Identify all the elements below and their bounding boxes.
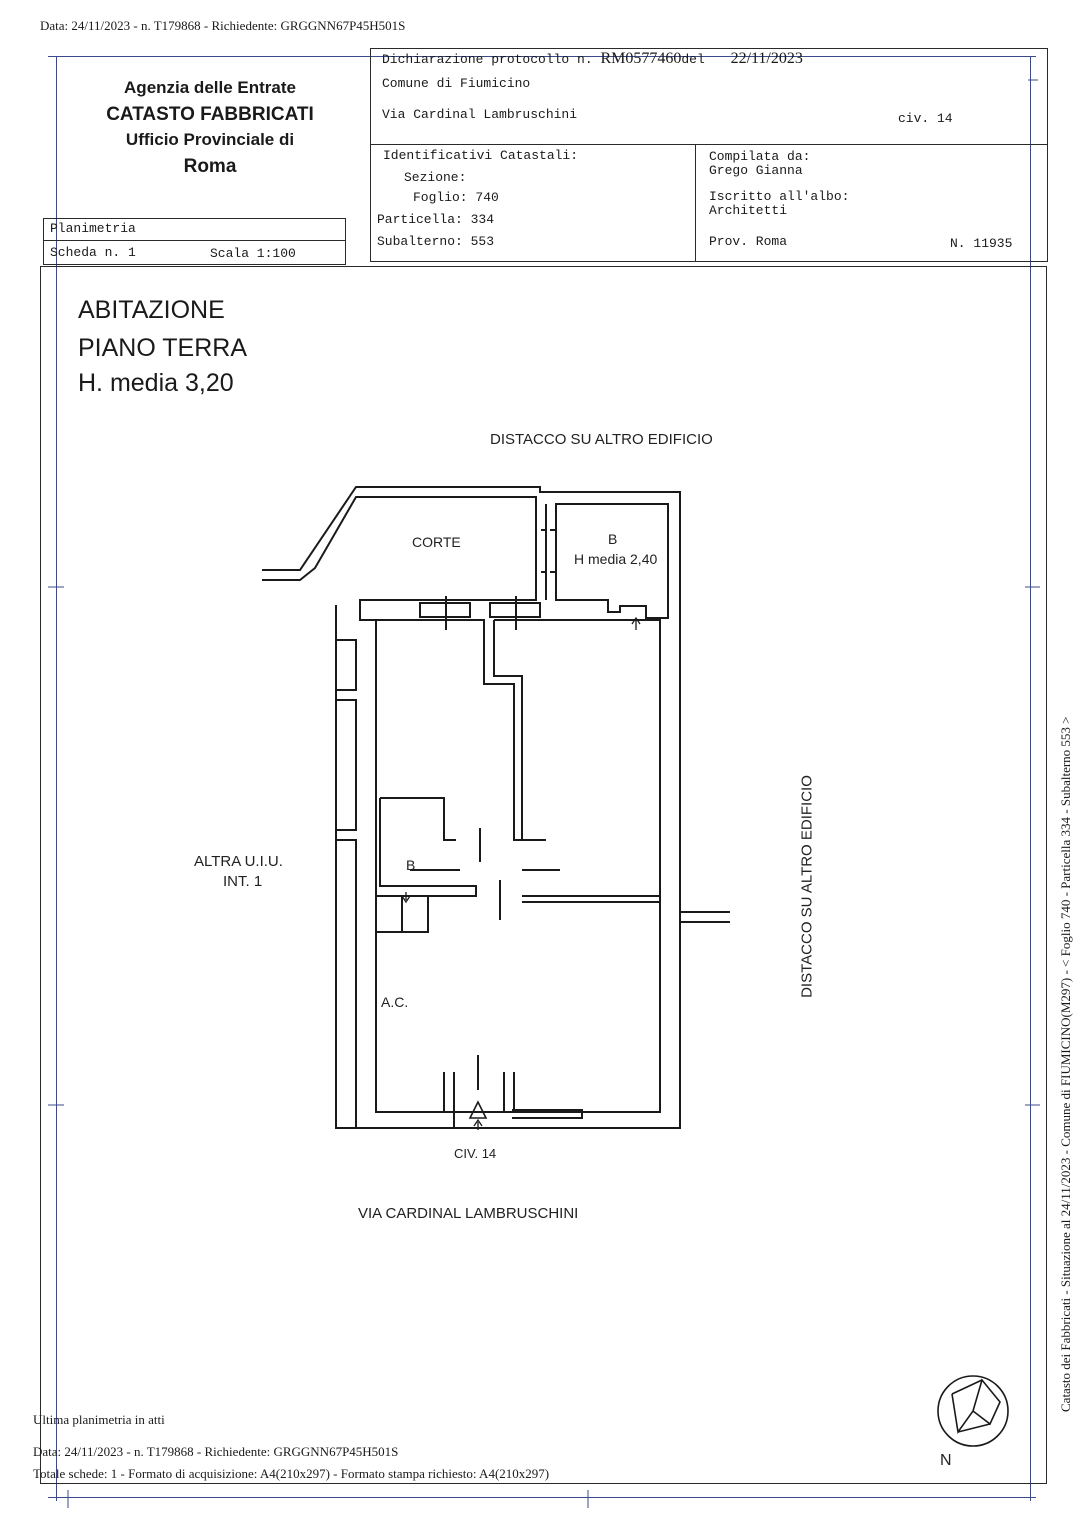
identificativi-sezione: Sezione: [404,170,467,185]
identificativi-foglio: Foglio: 740 [413,190,499,205]
int-1-label: INT. 1 [223,873,263,890]
compilata-number: N. 11935 [950,236,1013,251]
identificativi-subalterno: Subalterno: 553 [377,234,495,249]
north-arrow-icon [938,1376,1008,1446]
footer-stamp: Data: 24/11/2023 - n. T179868 - Richiedente: GRGGNN67P45H501S [33,1444,399,1459]
b-mid-label: B [406,857,416,873]
compilata-prov: Prov. Roma [709,234,788,249]
ac-label: A.C. [381,994,409,1010]
protocol-number: RM0577460 [600,50,682,67]
plan-heading-2: PIANO TERRA [78,334,248,362]
entrance-triangle-icon [470,1102,486,1118]
identificativi-title: Identificativi Catastali: [383,148,579,163]
footer-ultima: Ultima planimetria in atti [33,1412,165,1427]
arrow-b-mid-icon [402,892,410,902]
top-stamp: Data: 24/11/2023 - n. T179868 - Richiedente: GRGGNN67P45H501S [40,18,406,33]
top-distacco-label: DISTACCO SU ALTRO EDIFICIO [490,431,713,448]
scheda-number: Scheda n. 1 [50,245,136,260]
agency-line1: Agenzia delle Entrate [124,78,296,97]
compilata-albo: Architetti [709,203,788,218]
corte-label: CORTE [412,534,461,550]
agency-line3: Ufficio Provinciale di [125,130,295,149]
plan-heading-3: H. media 3,20 [78,369,234,397]
compilata-title: Compilata da: [709,149,811,164]
street-label: VIA CARDINAL LAMBRUSCHINI [358,1205,579,1222]
footer-schede: Totale schede: 1 - Formato di acquisizione: A4(210x297) - Formato stampa richiesto: A4(210x297) [33,1466,550,1481]
protocol-civ: civ. 14 [898,111,953,126]
civ-label: CIV. 14 [454,1146,497,1161]
scheda-scala: Scala 1:100 [210,246,296,261]
protocol-label: Dichiarazione protocollo n. [382,52,593,67]
side-text: Catasto dei Fabbricati - Situazione al 24/11/2023 - Comune di FIUMICINO(M297) - < Foglio 740 - Particella 334 - Subalterno 553 > [1058,716,1073,1412]
north-label: N [940,1452,952,1469]
protocol-del: del [681,52,705,67]
walls [262,487,730,1128]
compilata-albo-label: Iscritto all'albo: [709,189,850,204]
agency-line2: CATASTO FABBRICATI [106,104,314,125]
protocol-comune: Comune di Fiumicino [382,76,531,91]
scheda-title: Planimetria [50,221,136,236]
protocol-date: 22/11/2023 [730,50,803,67]
altra-uiu-label: ALTRA U.I.U. [194,853,283,870]
protocol-street: Via Cardinal Lambruschini [382,107,578,122]
identificativi-particella: Particella: 334 [377,212,495,227]
compilata-name: Grego Gianna [709,163,803,178]
plan-heading-1: ABITAZIONE [78,296,225,324]
b-top-label: B [608,531,618,547]
registration-marks [48,80,1040,1508]
right-distacco-label: DISTACCO SU ALTRO EDIFICIO [798,775,816,998]
b-top-height-label: H media 2,40 [574,551,658,567]
agency-line4: Roma [183,156,237,177]
